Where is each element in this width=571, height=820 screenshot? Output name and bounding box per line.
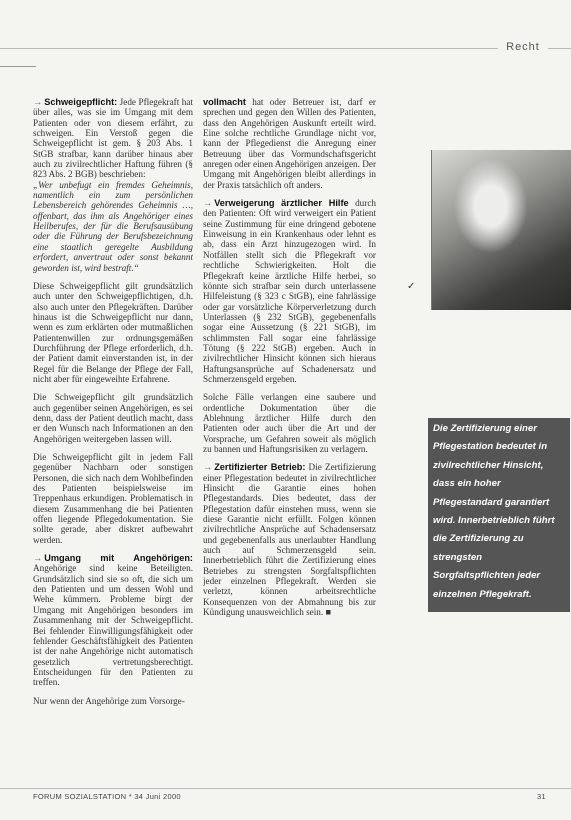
photo-marker-icon: ✓ <box>407 281 416 292</box>
end-square-icon: ■ <box>325 607 332 618</box>
body-text: Die Zertifizierung einer Pflegestation bedeutet in zivilrechtlicher Hinsicht die Garantie eines hohen Pflegestandards. Dies bedeutet, dass der Pflegestation dafür einstehen muss, wenn sie diese Garantie nicht erfüllt. Folgen können zivilrechtliche Ansprüche auf Schadensersatz und gegebenenfalls aus unerlaubter Handlung auch auf Schmerzensgeld sein. Innerbetrieblich führt die Zertifizierung eines Betriebes zu strengsten Sorgfaltspflichten jeder einzelnen Pflegekraft. Werden sie verletzt, können arbeitsrechtliche Konsequenzen von der Abmahnung bis zur Kündigung unausweichlich sein. <box>203 462 376 618</box>
paragraph-body: Diese Schweigepflicht gilt grundsätzlich auch unter den Schweigepflichtigen, d.h. also auch unter den Pflegekräften. Darüber hinaus ist die Schweigepflicht nur dann, wenn es zum erklärten oder mutmaßlichen Patientenwillen zur ordnungsgemäßen Durchführung der Pflege erforderlich, d.h. der Patient damit einverstanden ist, in der Regel für die Belange der Pflege der Fall, nicht aber für eingeweihte Erfahrene. <box>33 280 193 384</box>
paragraph-angehoerige <box>33 553 193 687</box>
paragraph-body: Die Schweigepflicht gilt grundsätzlich auch gegenüber seinen Angehörigen, es sei denn, dass der Patient deutlich macht, dass er den Wunsch nach Informationen an den Angehörigen weitergeben lassen will. <box>33 392 193 444</box>
header-rule <box>0 48 571 49</box>
left-margin-rule <box>0 66 36 67</box>
paragraph-zertifizierung <box>203 462 376 617</box>
paragraph-body: Die Schweigepflicht gilt in jedem Fall gegenüber Nachbarn oder sonstigen Personen, die sich nach dem Wohlbefinden des Patienten beispielsweise im Treppenhaus erkundigen. Problematisch in diesem Zusammenhang die bei Patienten offen liegende Pflegedokumentation. Sie sollte gerade, aber diskret aufbewahrt werden. <box>33 452 193 545</box>
lead-angehoerige <box>33 553 193 563</box>
page-footer <box>33 792 546 804</box>
lead-text: Schweigepflicht: <box>44 97 118 107</box>
arrow-right-icon: → <box>33 97 43 107</box>
body-text: Angehörige sind keine Beteiligten. Grundsätzlich sind sie so oft, die sich um den Patienten und um dessen Wohl und Wehe kümmern. Probleme birgt der Umgang mit Angehörigen besonders im Zusammenhang mit der Schweigepflicht. Bei fehlender Einwilligungsfähigkeit oder fehlender Geschäftsfähigkeit des Patienten ist der nahe Angehörige nicht automatisch gesetzlich vertretungsberechtigt. Entscheidungen für den Patienten zu treffen. <box>33 563 193 688</box>
lead-text: Verweigerung ärztlicher Hilfe <box>214 198 349 209</box>
lead-text: Umgang mit Angehörigen: <box>44 553 193 564</box>
body-text: Jede Pflegekraft hat über alles, was sie im Umgang mit dem Patienten oder von diesem erfährt, zu schweigen. Ein Verstoß gegen die Schweigepflicht ist gem. § 203 Abs. 1 StGB strafbar, kann darüber hinaus aber auch zu zivilrechtlicher Haftung führen (§ 823 Abs. 2 BGB) beschrieben: <box>33 97 193 180</box>
section-label: Recht <box>498 38 548 56</box>
pull-quote-callout: Die Zertifizierung einer Pflegestation bedeutet in zivilrechtlicher Hinsicht, dass ein hoher Pflegestandard garantiert wird. Innerbetrieblich führt die Zertifizierung zu strengsten Sorgfaltspflichten jeder einzelnen Pflegekraft. <box>428 418 570 612</box>
lead-schweigepflicht <box>33 97 117 107</box>
lead-zertifizierung <box>203 462 305 472</box>
article-photo <box>431 150 571 310</box>
paragraph-schweigepflicht <box>33 97 193 180</box>
page-number: 31 <box>537 792 546 801</box>
footer-publication: FORUM SOZIALSTATION * 34 Juni 2000 <box>33 792 181 801</box>
footer-rule <box>0 788 571 789</box>
lead-text: Zertifizierter Betrieb: <box>214 462 306 473</box>
legal-quote: „Wer unbefugt ein fremdes Geheimnis, namentlich ein zum persönlichen Lebensbereich gehörendes Geheimnis …, offenbart, das ihm als Angehöriger eines Heilberufes, der für die Berufsausübung oder die Führung der Berufsbezeichnung eine staatlich geregelte Ausbildung erfordert, anvertraut oder sonst bekannt geworden ist, wird bestraft.“ <box>33 179 193 273</box>
paragraph-body: Nur wenn der Angehörige zum Vorsorge- <box>33 695 185 706</box>
body-text: hat oder Betreuer ist, darf er sprechen und gegen den Willen des Patienten, dass den Angehörigen Auskunft erteilt wird. Eine solche rechtliche Grundlage nicht vor, kann der Pflegedienst die Anregung einer Betreuung über das Vormundschaftsgericht anregen oder einen Angehörigen anzeigen. Der Umgang mit Angehörigen bleibt allerdings in der Praxis tatsächlich oft anders. <box>203 97 376 190</box>
paragraph-body: Solche Fälle verlangen eine saubere und ordentliche Dokumentation über die Ablehnung ärztlicher Hilfe durch den Patienten oder auch über die Art und der Vorsprache, um Gefahren soweit als möglich zu bannen und Haftungsrisiken zu verlagern. <box>203 392 376 454</box>
lead-verweigerung <box>203 198 349 208</box>
lead-vollmacht: vollmacht <box>203 97 246 107</box>
body-text: durch den Patienten: Oft wird verweigert ein Patient seine Zustimmung für eine dringend gebotene Einweisung in ein Krankenhaus oder lehnt es ab, dass ein Arzt hinzugezogen wird. In Notfällen stellt sich die Pflegekraft vor rechtliche Schwierigkeiten. Holt die Pflegekraft keine ärztliche Hilfe herbei, so könnte sich strafbar sein durch unterlassene Hilfeleistung (§ 323 c StGB), eine fahrlässige oder gar vorsätzliche Körperverletzung durch Unterlassen (§ 232 StGB), gegebenenfalls sogar eine Aussetzung (§ 221 StGB), im schlimmsten Fall sogar eine fahrlässige Tötung (§ 222 StGB) ergeben. Auch in zivilrechtlicher Hinsicht können sich hieraus Haftungsansprüche auf Schadenersatz und Schmerzensgeld ergeben. <box>203 198 376 384</box>
article-column-1 <box>33 97 193 785</box>
article-column-2 <box>203 97 376 785</box>
arrow-right-icon: → <box>33 553 43 564</box>
paragraph-verweigerung <box>203 198 376 384</box>
arrow-right-icon: → <box>203 462 213 473</box>
arrow-right-icon: → <box>203 198 213 209</box>
paragraph-vollmacht <box>203 97 376 190</box>
